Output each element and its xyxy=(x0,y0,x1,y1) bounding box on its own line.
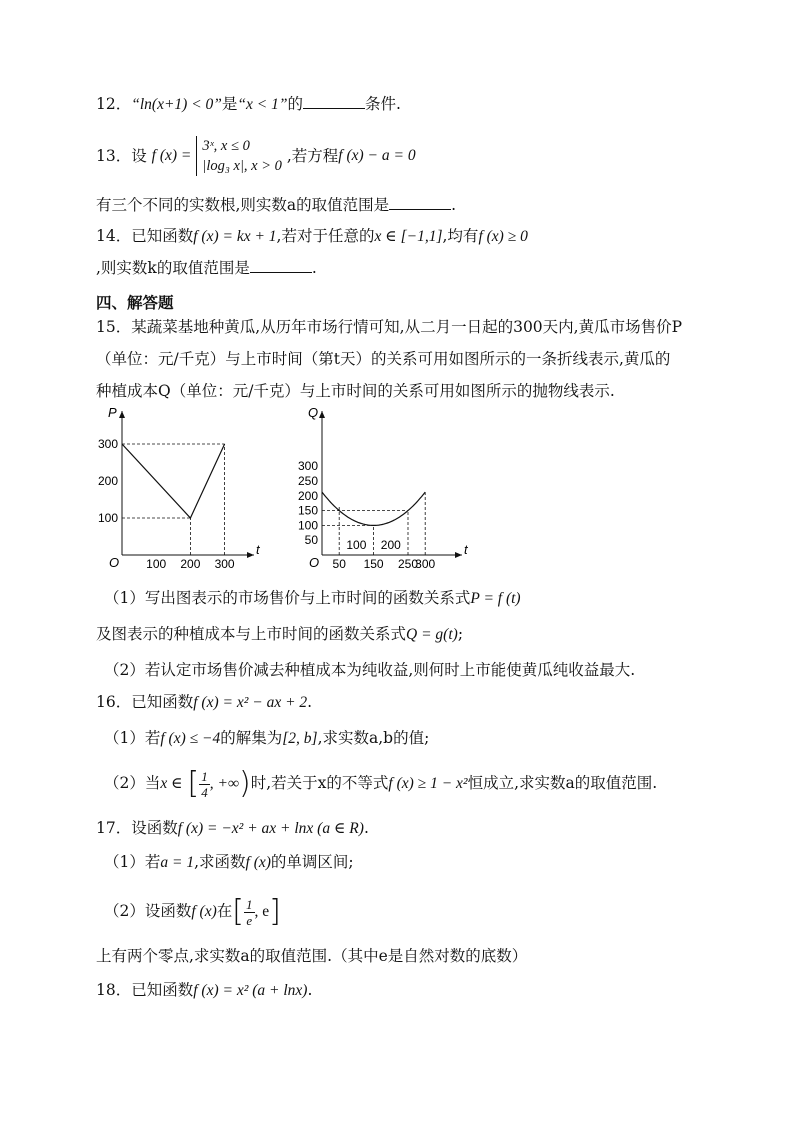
math-expression: “ln(x+1) < 0” xyxy=(131,96,222,113)
question-15-line3: 种植成本Q（单位：元/千克）与上市时间的关系可用如图所示的抛物线表示. xyxy=(96,382,615,400)
fraction-denominator: 4 xyxy=(201,784,208,800)
question-text: 的解集为 xyxy=(220,729,283,747)
question-text: ,若对于任意的 xyxy=(276,227,375,245)
question-text: （1）若 xyxy=(104,729,161,747)
question-text: （1）写出图表示的市场售价与上市时间的函数关系式 xyxy=(104,589,471,607)
answer-blank[interactable] xyxy=(389,194,451,210)
math-expression: “x < 1” xyxy=(237,96,288,113)
y-tick-label: 100 xyxy=(297,518,318,533)
question-text: ,求函数 xyxy=(194,853,246,871)
math-expression: f (x) = x² − ax + 2 xyxy=(193,694,308,711)
math-expression: f (x) − a = 0 xyxy=(338,147,416,164)
left-bracket: [ xyxy=(232,894,244,929)
question-17 xyxy=(96,817,369,840)
fraction xyxy=(244,897,255,928)
piecewise-case: 3ˣ, x ≤ 0 xyxy=(202,138,250,154)
answer-blank[interactable] xyxy=(303,93,365,109)
x-tick-label: 200 xyxy=(380,538,401,552)
question-15-line1: 15．某蔬菜基地种黄瓜,从历年市场行情可知,从二月一日起的300天内,黄瓜市场售价P xyxy=(96,318,683,336)
question-text: . xyxy=(311,259,317,277)
question-text: 有三个不同的实数根,则实数a的取值范围是 xyxy=(96,196,390,214)
question-15-part1-line2 xyxy=(96,623,463,646)
math-expression: f (x) ≥ 0 xyxy=(478,228,528,245)
question-15-part1 xyxy=(104,587,521,610)
question-text: （2）当 xyxy=(104,774,161,792)
question-17-part1 xyxy=(104,851,354,874)
question-text: （2）设函数 xyxy=(104,902,192,920)
fraction xyxy=(199,769,210,800)
x-axis-label: t xyxy=(256,542,260,557)
x-tick-label: 50 xyxy=(332,557,346,571)
question-text: ,均有 xyxy=(442,227,479,245)
price-chart xyxy=(92,405,282,585)
math-expression: [2, b] xyxy=(282,730,318,747)
question-text: . xyxy=(451,196,457,214)
origin-label: O xyxy=(109,555,120,570)
math-expression: f (x) = x² (a + lnx) xyxy=(193,982,308,999)
question-text: ; xyxy=(457,625,464,643)
math-expression: f (x) = xyxy=(151,147,192,164)
math-expression: x ∈ [−1,1] xyxy=(374,228,443,245)
question-text: 17．设函数 xyxy=(96,819,178,837)
question-text: 14．已知函数 xyxy=(96,227,194,245)
piecewise-case: |log₃ x|, x > 0 xyxy=(202,158,282,174)
data-line xyxy=(322,492,425,525)
y-tick-label: 200 xyxy=(97,474,118,488)
x-axis-label: t xyxy=(464,542,468,557)
data-line xyxy=(122,444,225,518)
question-text: 是 xyxy=(221,95,238,113)
question-13-line2 xyxy=(96,194,456,216)
right-bracket: ] xyxy=(269,894,281,929)
question-12 xyxy=(96,93,401,116)
question-16-part1 xyxy=(104,727,429,750)
fraction-numerator: 1 xyxy=(246,896,253,912)
math-expression: , +∞ xyxy=(209,775,240,792)
math-expression: , e xyxy=(254,903,270,920)
x-tick-label: 100 xyxy=(346,538,367,552)
question-text: . xyxy=(363,819,369,837)
math-expression: f (x) = kx + 1 xyxy=(193,228,277,245)
question-text: 18．已知函数 xyxy=(96,981,194,999)
x-tick-label: 150 xyxy=(363,557,384,571)
x-axis-arrow xyxy=(247,552,254,558)
section-title: 四、解答题 xyxy=(96,294,174,312)
math-expression: f (x) xyxy=(191,903,217,920)
question-text: 恒成立,求实数a的取值范围. xyxy=(467,774,658,792)
y-tick-label: 300 xyxy=(97,437,118,451)
x-tick-label: 100 xyxy=(146,557,167,571)
math-expression: f (x) = −x² + ax + lnx (a ∈ R) xyxy=(177,820,364,837)
math-expression: x ∈ xyxy=(160,775,183,792)
question-text: 条件. xyxy=(365,95,401,113)
origin-label: O xyxy=(309,555,320,570)
question-15-part2: （2）若认定市场售价减去种植成本为纯收益,则何时上市能使黄瓜纯收益最大. xyxy=(104,661,636,679)
question-16-part2 xyxy=(104,763,657,804)
question-text: （1）若 xyxy=(104,853,161,871)
question-text: 在 xyxy=(216,902,233,920)
x-tick-label: 300 xyxy=(214,557,235,571)
question-17-part2 xyxy=(104,891,281,932)
fraction-denominator: e xyxy=(246,912,253,928)
y-tick-label: 50 xyxy=(304,533,318,548)
math-expression: a = 1 xyxy=(160,854,195,871)
question-number: 12． xyxy=(96,95,132,113)
question-text: ,则实数k的取值范围是 xyxy=(96,259,250,277)
question-14 xyxy=(96,225,528,248)
question-text: 及图表示的种植成本与上市时间的函数关系式 xyxy=(96,625,407,643)
question-text: ,求实数a,b的值; xyxy=(317,729,430,747)
left-bracket: [ xyxy=(187,766,200,801)
question-text: 时,若关于x的不等式 xyxy=(250,774,389,792)
fraction-numerator: 1 xyxy=(201,768,208,784)
y-axis-label: Q xyxy=(308,405,319,420)
y-axis-arrow xyxy=(319,411,325,418)
question-text: 的 xyxy=(287,95,304,113)
question-14-line2 xyxy=(96,257,317,279)
question-13 xyxy=(96,136,416,176)
y-tick-label: 300 xyxy=(297,459,318,474)
question-text: 的单调区间; xyxy=(270,853,354,871)
math-expression: Q = g(t) xyxy=(406,626,458,643)
y-tick-label: 100 xyxy=(97,511,118,525)
question-text: ,若方程 xyxy=(286,147,339,165)
x-tick-label: 250 xyxy=(397,557,419,571)
question-16 xyxy=(96,691,312,714)
y-tick-label: 200 xyxy=(297,488,318,503)
math-expression: f (x) xyxy=(245,854,271,871)
question-18 xyxy=(96,979,312,1002)
y-tick-label: 150 xyxy=(297,503,318,518)
right-paren: ) xyxy=(239,766,251,801)
math-expression: P = f (t) xyxy=(470,590,521,607)
cost-chart xyxy=(290,405,490,585)
math-expression: f (x) ≥ 1 − x² xyxy=(388,775,468,792)
answer-blank[interactable] xyxy=(250,257,312,273)
y-axis-arrow xyxy=(119,411,125,418)
y-tick-label: 250 xyxy=(297,474,318,488)
x-tick-label: 200 xyxy=(180,557,201,571)
question-text: 16．已知函数 xyxy=(96,693,194,711)
y-axis-label: P xyxy=(108,405,117,420)
x-axis-arrow xyxy=(455,552,462,558)
question-17-part2-line2: 上有两个零点,求实数a的取值范围.（其中e是自然对数的底数） xyxy=(96,947,528,965)
question-text: . xyxy=(307,981,313,999)
question-15-line2: （单位：元/千克）与上市时间（第t天）的关系可用如图所示的一条折线表示,黄瓜的 xyxy=(96,350,671,368)
x-tick-label: 300 xyxy=(415,557,436,571)
math-expression: f (x) ≤ −4 xyxy=(160,730,221,747)
piecewise-function xyxy=(196,136,282,176)
question-text: . xyxy=(307,693,313,711)
question-number: 13．设 xyxy=(96,147,147,165)
